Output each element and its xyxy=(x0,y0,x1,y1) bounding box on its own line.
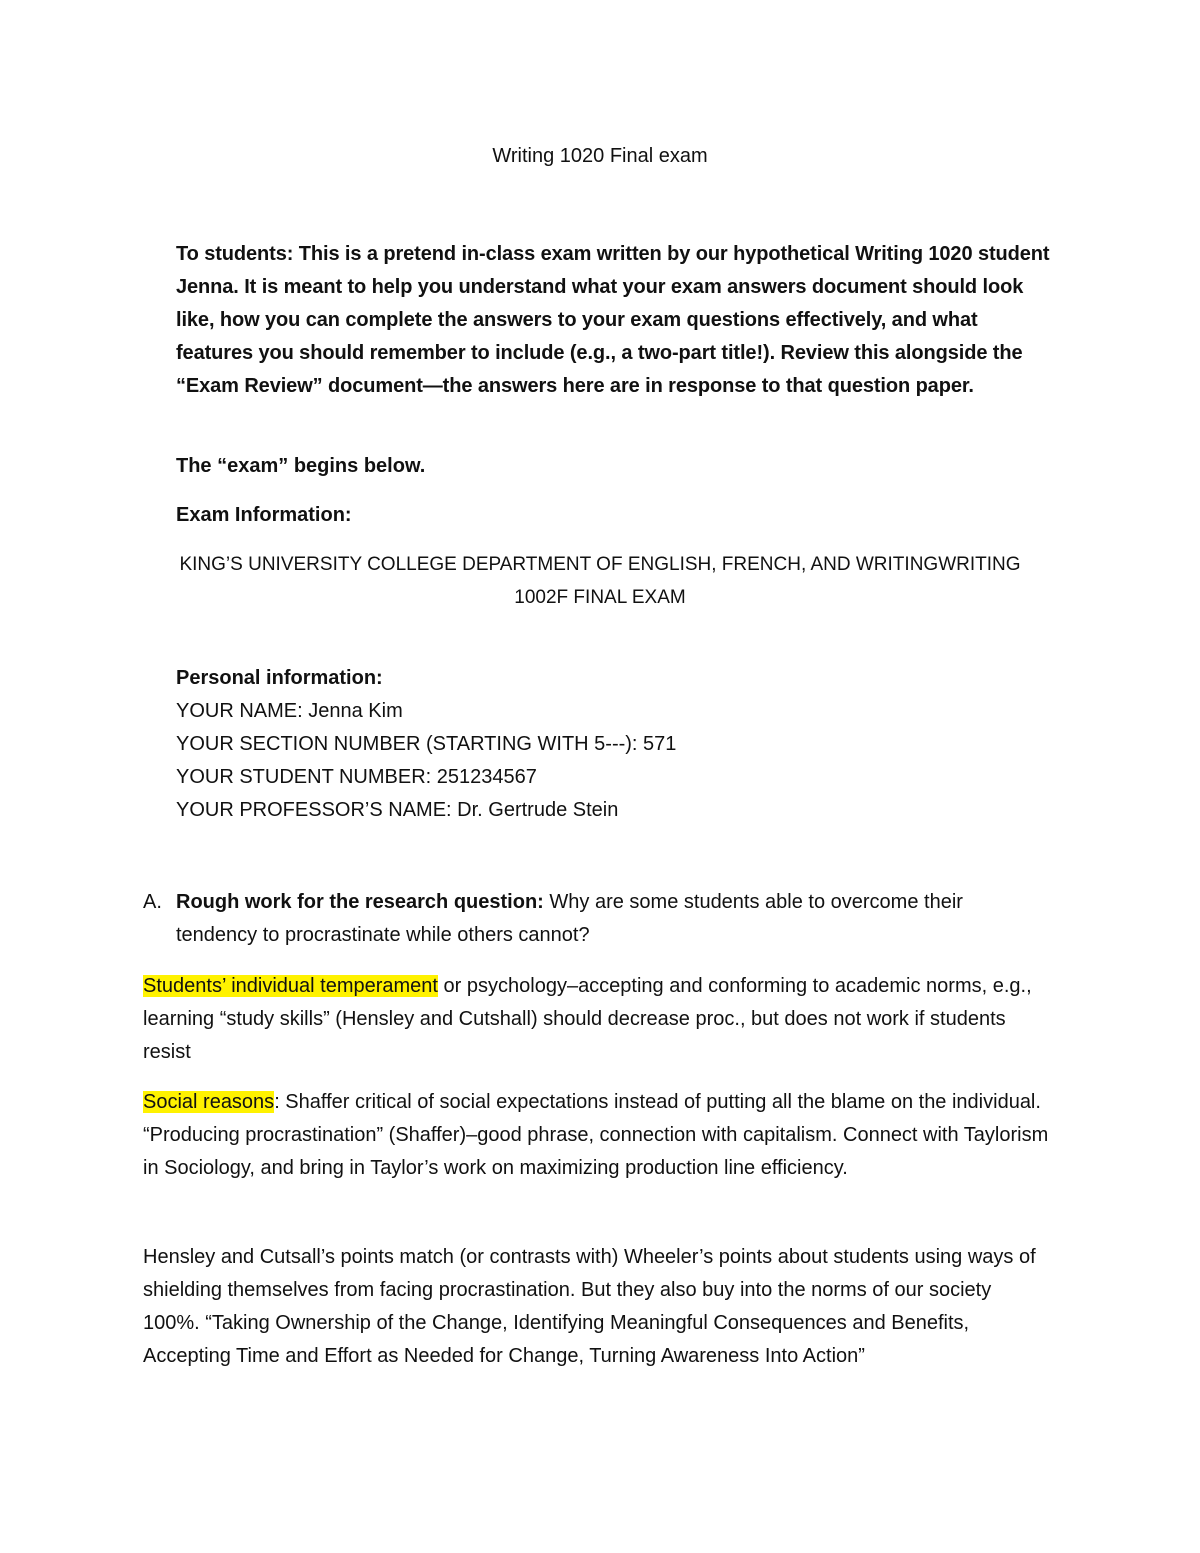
professor-name: YOUR PROFESSOR’S NAME: Dr. Gertrude Stein xyxy=(176,799,619,821)
paragraph-temperament-text: or psychology–accepting and conforming to academic norms, e.g., learning “study skills” (Hensley and Cutshall) should decrease proc., but does not work if students resist xyxy=(143,975,1032,1063)
intro-paragraph: To students: This is a pretend in-class exam written by our hypothetical Writing 1020 student Jenna. It is meant to help you understand what your exam answers document should look like, how you can complete the answers to your exam questions effectively, and what features you should remember to include (e.g., a two-part title!). Review this alongside the “Exam Review” document—the answers here are in response to that question paper. xyxy=(176,243,1050,397)
section-a-label: Rough work for the research question xyxy=(176,891,538,913)
research-question: Why are some students able to overcome their tendency to procrastinate while others cannot? xyxy=(176,891,963,946)
paragraph-social-reasons-text: : Shaffer critical of social expectations instead of putting all the blame on the individual. “Producing procrastination” (Shaffer)–good phrase, connection with capitalism. Connect with Taylorism in Sociology, and bring in Taylor’s work on maximizing production line efficiency. xyxy=(143,1091,1049,1179)
exam-information-heading: Exam Information: xyxy=(176,504,352,526)
section-a-content xyxy=(176,886,1043,952)
exam-begins-line: The “exam” begins below. xyxy=(176,455,426,477)
student-number: YOUR STUDENT NUMBER: 251234567 xyxy=(176,766,537,788)
paragraph-temperament xyxy=(143,970,1053,1069)
personal-information xyxy=(176,662,1056,827)
section-a-marker: A. xyxy=(143,891,162,913)
department-line: KING’S UNIVERSITY COLLEGE DEPARTMENT OF ENGLISH, FRENCH, AND WRITINGWRITING 1002F FINAL EXAM xyxy=(179,554,1021,608)
highlight-social-reasons: Social reasons xyxy=(143,1091,275,1113)
student-name: YOUR NAME: Jenna Kim xyxy=(176,700,403,722)
paragraph-social-reasons xyxy=(143,1086,1053,1185)
highlight-temperament: Students’ individual temperament xyxy=(143,975,438,997)
section-a xyxy=(143,886,1043,952)
paragraph-hensley-cutsall: Hensley and Cutsall’s points match (or contrasts with) Wheeler’s points about students using ways of shielding themselves from facing procrastination. But they also buy into the norms of our society 100%. “Taking Ownership of the Change, Identifying Meaningful Consequences and Benefits, Accepting Time and Effort as Needed for Change, Turning Awareness Into Action” xyxy=(143,1246,1036,1367)
section-number: YOUR SECTION NUMBER (STARTING WITH 5---): 571 xyxy=(176,733,677,755)
personal-information-heading: Personal information: xyxy=(176,667,383,689)
section-a-colon: : xyxy=(537,891,544,913)
document-title: Writing 1020 Final exam xyxy=(492,145,708,167)
